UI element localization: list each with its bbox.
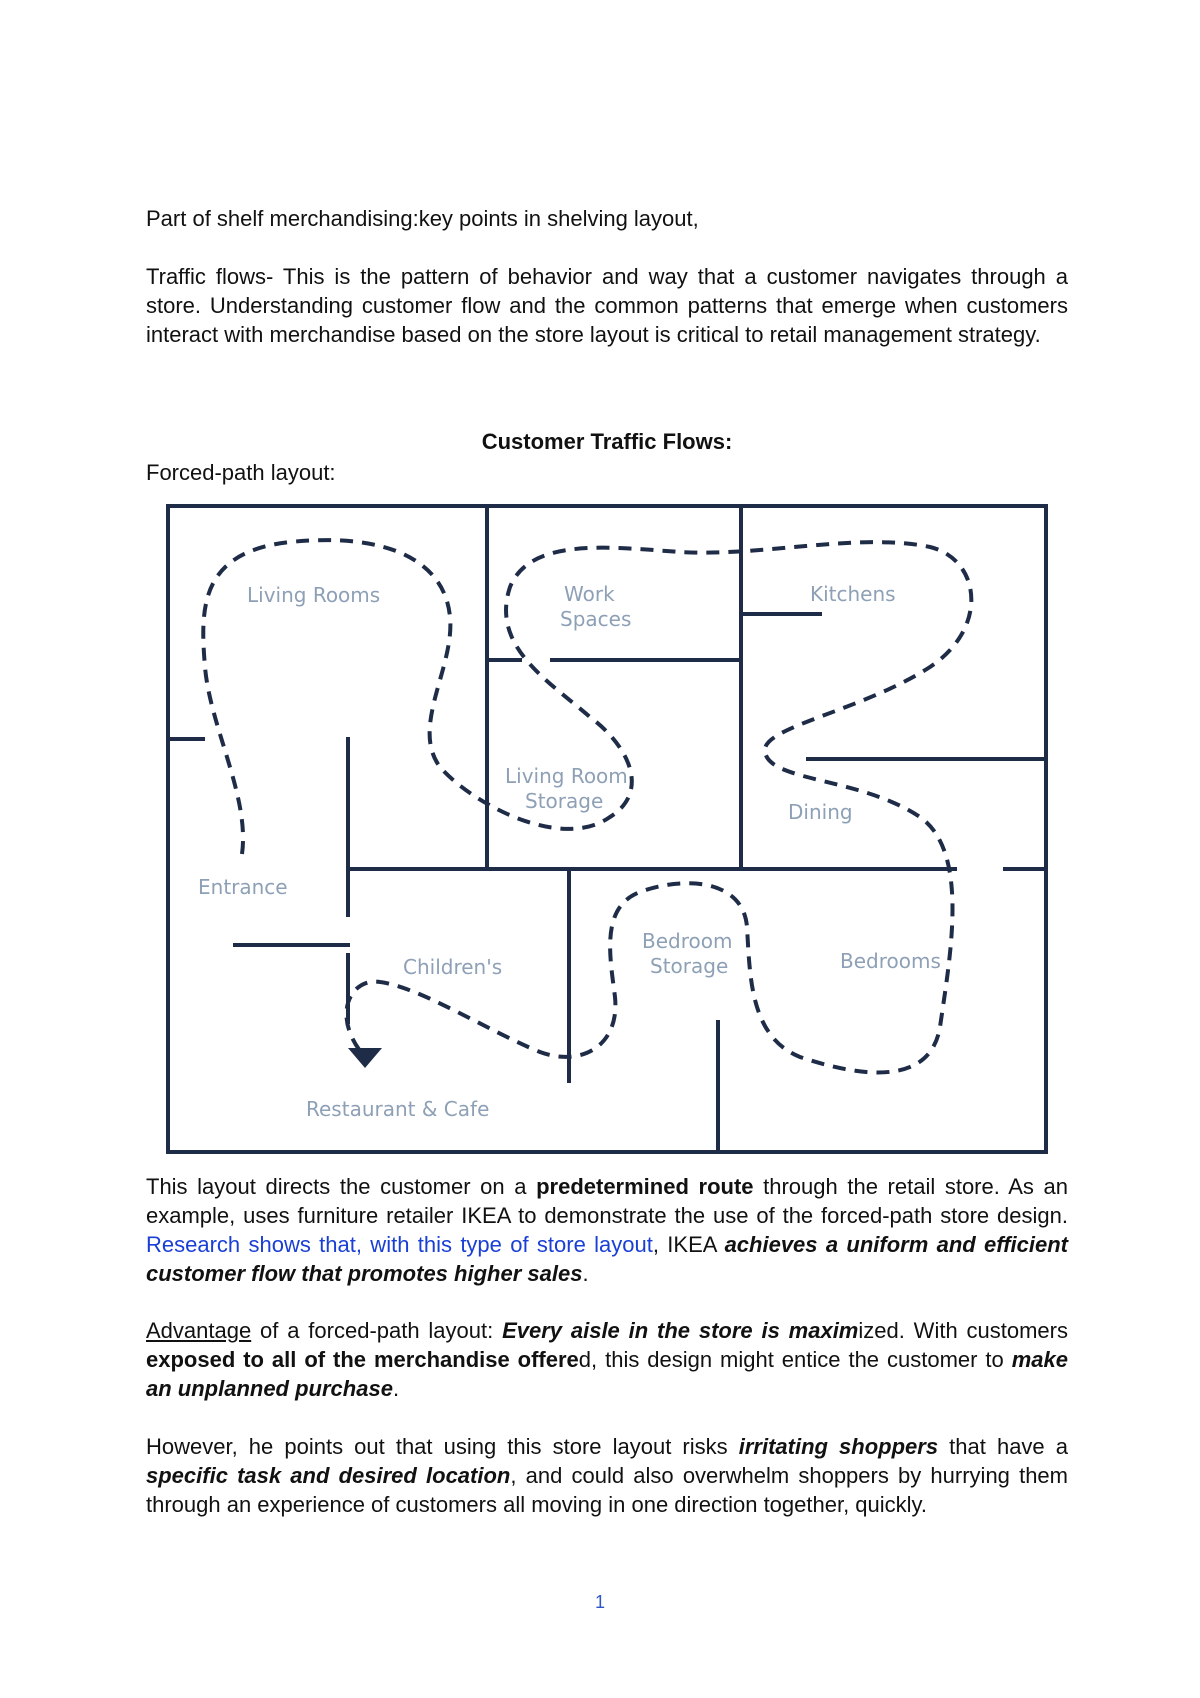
room-label-bedroom: Bedroom bbox=[642, 929, 733, 953]
intro-line: Part of shelf merchandising:key points in shelving layout, bbox=[146, 206, 699, 231]
forced-path-label: Forced-path layout: bbox=[146, 460, 336, 485]
emphasis-exposed: exposed to all of the merchandise offere bbox=[146, 1347, 579, 1372]
text-run: . bbox=[392, 1376, 400, 1401]
text-run: that have a bbox=[938, 1434, 1068, 1459]
emphasis-every-aisle: Every aisle in the store is maxim bbox=[502, 1318, 859, 1343]
traffic-flows-paragraph bbox=[146, 262, 1068, 349]
room-label-living-room-storage: Storage bbox=[525, 789, 604, 813]
room-label-childrens: Children's bbox=[403, 955, 503, 979]
text-run: of a forced-path layout: bbox=[251, 1318, 503, 1343]
emphasis-unplanned-purchase: make an unplanned purchase bbox=[146, 1347, 1068, 1401]
traffic-flows-definition: - This is the pattern of behavior and way that a customer navigates through a store. Understanding customer flow and the common patterns that emerge when customers interact with merchandise based on the store layout is critical to retail management strategy. bbox=[146, 264, 1068, 347]
text-run: However, he points out that using this store layout risks bbox=[146, 1434, 739, 1459]
text-run: . bbox=[582, 1261, 589, 1286]
room-label-living-room: Living Room bbox=[505, 764, 628, 788]
emphasis-specific-task: specific task and desired location bbox=[146, 1463, 511, 1488]
advantage-paragraph bbox=[146, 1316, 1068, 1403]
room-label-spaces: Spaces bbox=[560, 607, 632, 631]
room-label-dining: Dining bbox=[788, 800, 853, 824]
predetermined-route-paragraph bbox=[146, 1172, 1068, 1288]
however-paragraph bbox=[146, 1432, 1068, 1519]
store-layout-diagram bbox=[160, 497, 1060, 1157]
room-label-restaurant: Restaurant & Cafe bbox=[306, 1097, 490, 1121]
text-run: ized. With customers bbox=[858, 1318, 1068, 1343]
advantage-term: Advantage bbox=[146, 1318, 252, 1343]
emphasis-predetermined-route: predetermined route bbox=[536, 1174, 754, 1199]
room-label-work: Work bbox=[564, 582, 615, 606]
text-run: d, this design might entice the customer to bbox=[578, 1347, 1012, 1372]
room-label-kitchens: Kitchens bbox=[810, 582, 896, 606]
room-label-bedrooms: Bedrooms bbox=[840, 949, 941, 973]
room-label-entrance: Entrance bbox=[198, 875, 288, 899]
path-end-arrow bbox=[348, 1048, 382, 1068]
section-heading: Customer Traffic Flows: bbox=[481, 429, 733, 454]
text-run: , and could also overwhelm shoppers by hurrying them through an experience of customers all moving in one direction together, quickly. bbox=[146, 1463, 1068, 1517]
highlight-research: Research shows that, with this type of store layout bbox=[146, 1232, 653, 1257]
page-number: 1 bbox=[594, 1592, 605, 1612]
traffic-flows-term: Traffic flows bbox=[146, 264, 266, 289]
emphasis-irritating-shoppers: irritating shoppers bbox=[738, 1434, 939, 1459]
room-label-bedroom-storage: Storage bbox=[650, 954, 729, 978]
text-run: through the retail store. As an example, uses furniture retailer IKEA to demonstrate the use of the forced-path store design. bbox=[146, 1174, 1068, 1228]
text-run: This layout directs the customer on a bbox=[146, 1174, 537, 1199]
emphasis-uniform-flow: achieves a uniform and efficient customer flow that promotes higher sales bbox=[146, 1232, 1069, 1286]
text-run: , IKEA bbox=[652, 1232, 725, 1257]
room-label-living-rooms: Living Rooms bbox=[247, 583, 381, 607]
